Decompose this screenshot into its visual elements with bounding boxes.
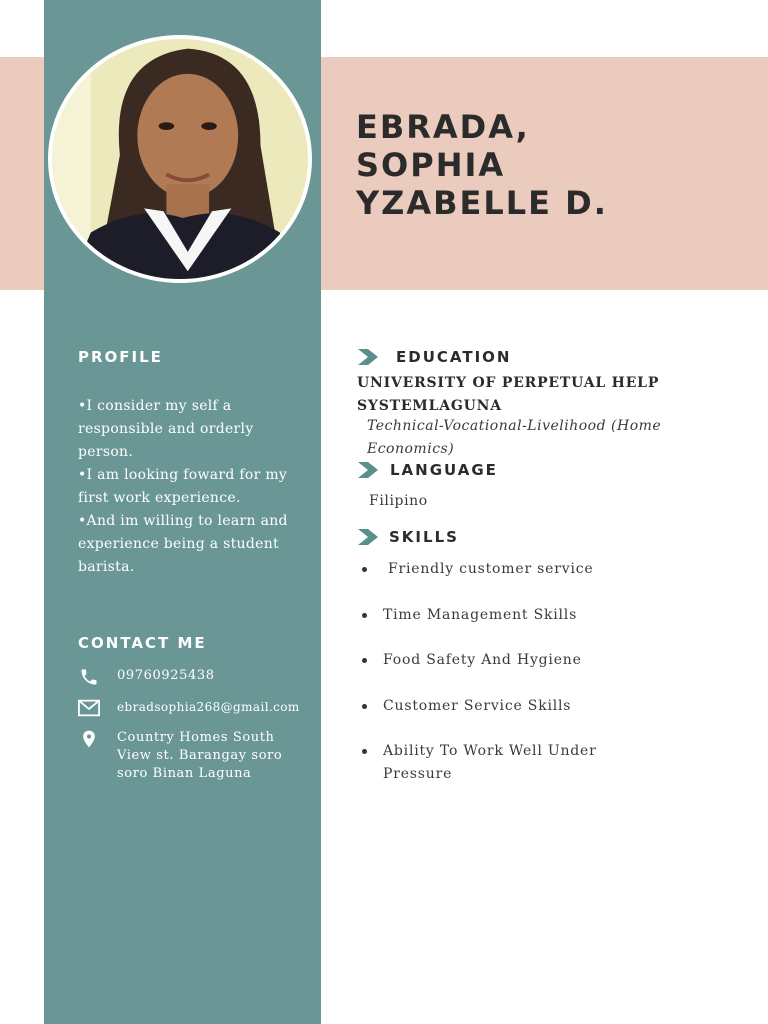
skill-label: Friendly customer service [388, 561, 594, 577]
list-item [362, 558, 648, 581]
school-name: UNIVERSITY OF PERPETUAL HELP SYSTEMLAGUNA [357, 375, 660, 414]
bullet-icon [362, 658, 367, 663]
bullet-icon [362, 749, 367, 754]
profile-line-2: •I am looking foward for my first work experience. [78, 467, 288, 506]
skill-label: Ability To Work Well Under Pressure [383, 743, 597, 782]
phone-number[interactable]: 09760925438 [117, 668, 215, 683]
language-heading: LANGUAGE [390, 461, 498, 479]
contact-phone-row [78, 667, 215, 687]
profile-line-1: •I consider my self a responsible and orderly person. [78, 398, 254, 460]
full-name [356, 108, 608, 222]
skill-label: Customer Service Skills [383, 698, 572, 714]
profile-heading: PROFILE [78, 348, 163, 366]
chevron-right-icon [356, 528, 382, 546]
chevron-right-icon [356, 348, 382, 366]
profile-text [78, 395, 310, 579]
course-name: Technical-Vocational-Livelihood (Home Economics) [367, 418, 662, 457]
location-pin-icon [78, 729, 108, 749]
contact-email-row [78, 698, 300, 718]
bullet-icon [362, 567, 367, 572]
skills-section-header [356, 528, 459, 546]
contact-address-row [78, 729, 302, 783]
education-heading: EDUCATION [396, 348, 512, 366]
email-address[interactable]: ebradsophia268@gmail.com [117, 700, 300, 714]
language-value: Filipino [369, 493, 428, 509]
education-section-header [356, 348, 511, 366]
name-line-1: EBRADA, [356, 108, 530, 146]
skill-label: Food Safety And Hygiene [383, 652, 582, 668]
language-section-header [356, 461, 498, 479]
bullet-icon [362, 613, 367, 618]
profile-line-3: •And im willing to learn and experience being a student barista. [78, 513, 288, 575]
name-line-2: SOPHIA [356, 146, 506, 184]
list-item [362, 695, 643, 718]
chevron-right-icon [356, 461, 382, 479]
bullet-icon [362, 704, 367, 709]
skill-label: Time Management Skills [383, 607, 578, 623]
skills-heading: SKILLS [389, 528, 459, 546]
contact-heading: CONTACT ME [78, 634, 207, 652]
phone-icon [78, 667, 108, 687]
list-item [362, 649, 643, 672]
home-address: Country Homes South View st. Barangay soro soro Binan Laguna [117, 730, 283, 781]
name-line-3: YZABELLE D. [356, 184, 608, 222]
list-item [362, 604, 643, 627]
list-item [362, 740, 623, 786]
mail-icon [78, 698, 108, 718]
profile-photo [48, 35, 312, 283]
